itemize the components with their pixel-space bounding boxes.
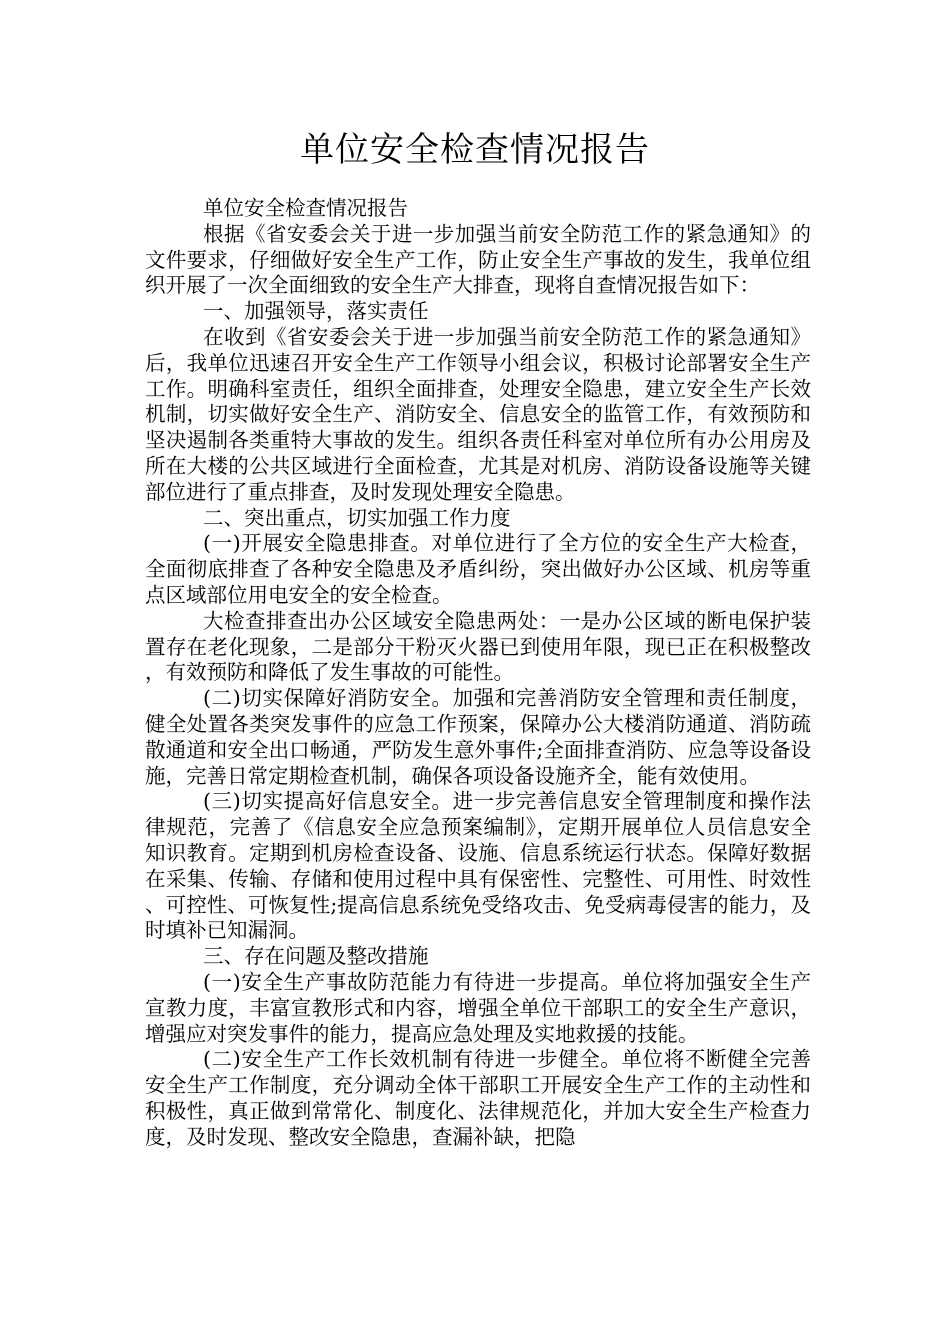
paragraph-item-2-2: (二)切实保障好消防安全。加强和完善消防安全管理和责任制度，健全处置各类突发事件的应急工作预案，保障办公大楼消防通道、消防疏散通道和安全出口畅通，严防发生意外事件;全面排查消防、应急等设备设施，完善日常定期检查机制，确保各项设备设施齐全，能有效使用。	[145, 686, 811, 788]
paragraph-item-3-1: (一)安全生产事故防范能力有待进一步提高。单位将加强安全生产宣教力度，丰富宣教形式和内容，增强全单位干部职工的安全生产意识，增强应对突发事件的能力，提高应急处理及实地救援的技能。	[145, 969, 811, 1046]
section-heading-3: 三、存在问题及整改措施	[203, 944, 429, 969]
paragraph-section-1: 在收到《省安委会关于进一步加强当前安全防范工作的紧急通知》后，我单位迅速召开安全生产工作领导小组会议，积极讨论部署安全生产工作。明确科室责任，组织全面排查，处理安全隐患，建立安全生产长效机制，切实做好安全生产、消防安全、信息安全的监管工作，有效预防和坚决遏制各类重特大事故的发生。组织各责任科室对单位所有办公用房及所在大楼的公共区域进行全面检查，尤其是对机房、消防设备设施等关键部位进行了重点排查，及时发现处理安全隐患。	[145, 324, 811, 504]
paragraph-item-3-2: (二)安全生产工作长效机制有待进一步健全。单位将不断健全完善安全生产工作制度，充分调动全体干部职工开展安全生产工作的主动性和积极性，真正做到常常化、制度化、法律规范化，并加大安全生产检查力度，及时发现、整改安全隐患，查漏补缺，把隐	[145, 1047, 811, 1149]
section-heading-1: 一、加强领导，落实责任	[203, 299, 429, 324]
paragraph-findings: 大检查排查出办公区域安全隐患两处：一是办公区域的断电保护装置存在老化现象，二是部分干粉灭火器已到使用年限，现已正在积极整改，有效预防和降低了发生事故的可能性。	[145, 608, 811, 685]
section-heading-2: 二、突出重点，切实加强工作力度	[203, 505, 511, 530]
paragraph-item-2-3: (三)切实提高好信息安全。进一步完善信息安全管理制度和操作法律规范，完善了《信息安全应急预案编制》，定期开展单位人员信息安全知识教育。定期到机房检查设备、设施、信息系统运行状态。保障好数据在采集、传输、存储和使用过程中具有保密性、完整性、可用性、时效性、可控性、可恢复性;提高信息系统免受络攻击、免受病毒侵害的能力，及时填补已知漏洞。	[145, 789, 811, 943]
document-title: 单位安全检查情况报告	[300, 130, 650, 170]
paragraph-heading-repeat: 单位安全检查情况报告	[203, 196, 408, 220]
document-body	[145, 196, 811, 1150]
paragraph-item-2-1: (一)开展安全隐患排查。对单位进行了全方位的安全生产大检查，全面彻底排查了各种安全隐患及矛盾纠纷，突出做好办公区域、机房等重点区域部位用电安全的安全检查。	[145, 531, 811, 607]
paragraph-intro: 根据《省安委会关于进一步加强当前安全防范工作的紧急通知》的文件要求，仔细做好安全生产工作，防止安全生产事故的发生，我单位组织开展了一次全面细致的安全生产大排查，现将自查情况报告如下：	[145, 221, 811, 298]
